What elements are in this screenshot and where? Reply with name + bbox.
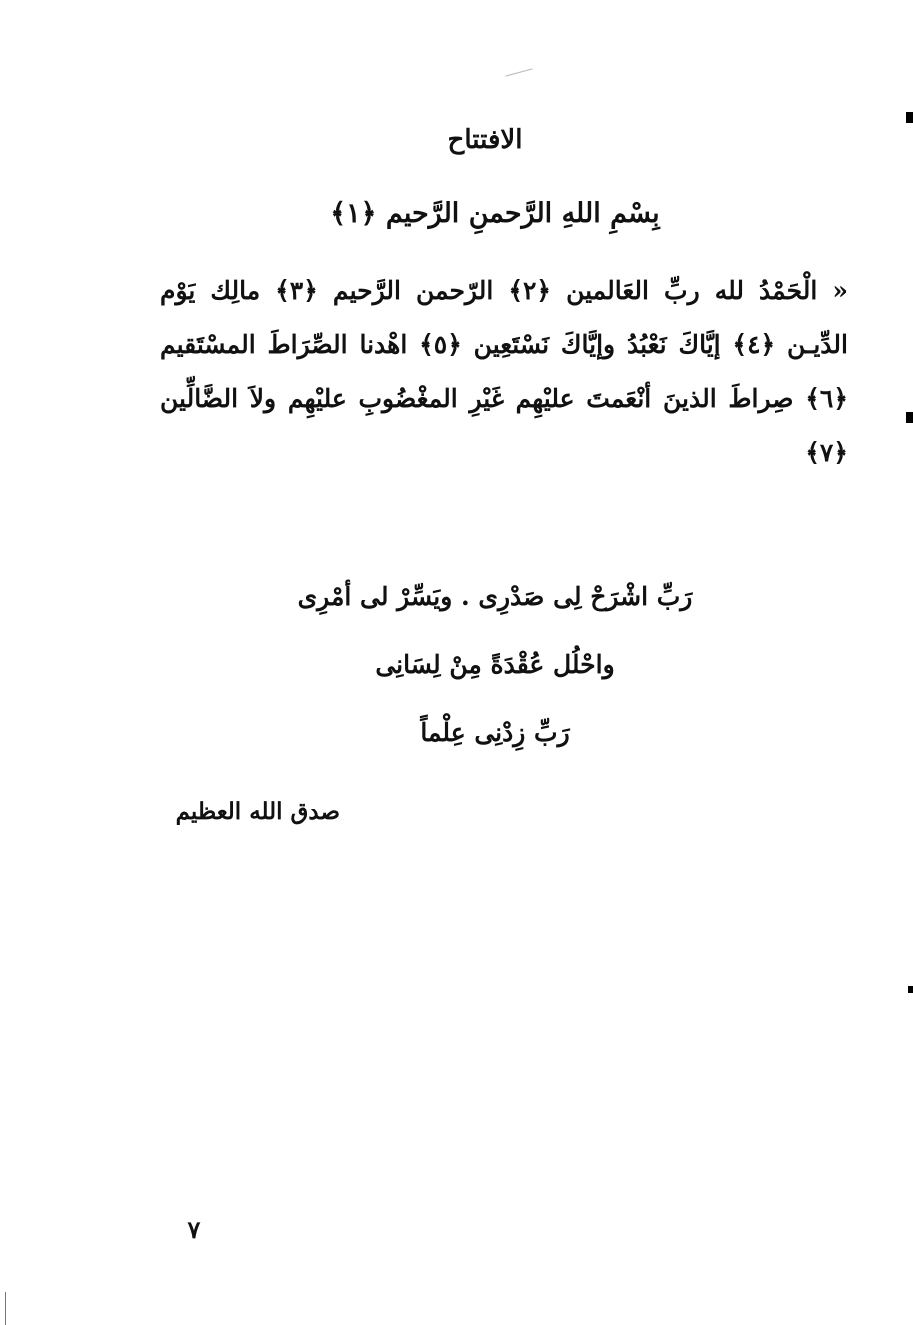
scan-speck: [505, 68, 532, 76]
scan-mark: [908, 986, 913, 993]
page-number: ٧: [187, 1215, 201, 1244]
dua-line: واحْلُل عُقْدَةً مِنْ لِسَانِى: [375, 650, 615, 679]
scan-edge-line: [5, 1292, 6, 1325]
fatiha-paragraph: « الْحَمْدُ لله ربِّ العَالمين ﴿٢﴾ الرّحمن الرَّحيم ﴿٣﴾ مالِك يَوْم الدِّيـن ﴿٤﴾ إيَّاكَ نَعْبُدُ وإيَّاكَ نَسْتَعِين ﴿٥﴾ اهْدنا الصِّرَاطَ المسْتَقيم ﴿٦﴾ صِراطَ الذينَ أنْعَمتَ عليْهِم غَيْرِ المغْضُوبِ عليْهِم ولاَ الضَّالِّين ﴿٧﴾: [160, 276, 848, 467]
closing-phrase: صدق الله العظيم: [175, 798, 340, 825]
dua-line: رَبِّ اشْرَحْ لِى صَدْرِى . ويَسِّرْ لى أمْرِى: [297, 582, 693, 611]
page-title: الافتتاح: [447, 125, 523, 155]
dua-line: رَبِّ زِدْنِى عِلْماً: [420, 718, 570, 747]
scan-mark: [906, 112, 913, 123]
scan-mark: [906, 412, 913, 423]
basmala-verse: بِسْمِ اللهِ الرَّحمنِ الرَّحيم ﴿١﴾: [330, 198, 660, 229]
